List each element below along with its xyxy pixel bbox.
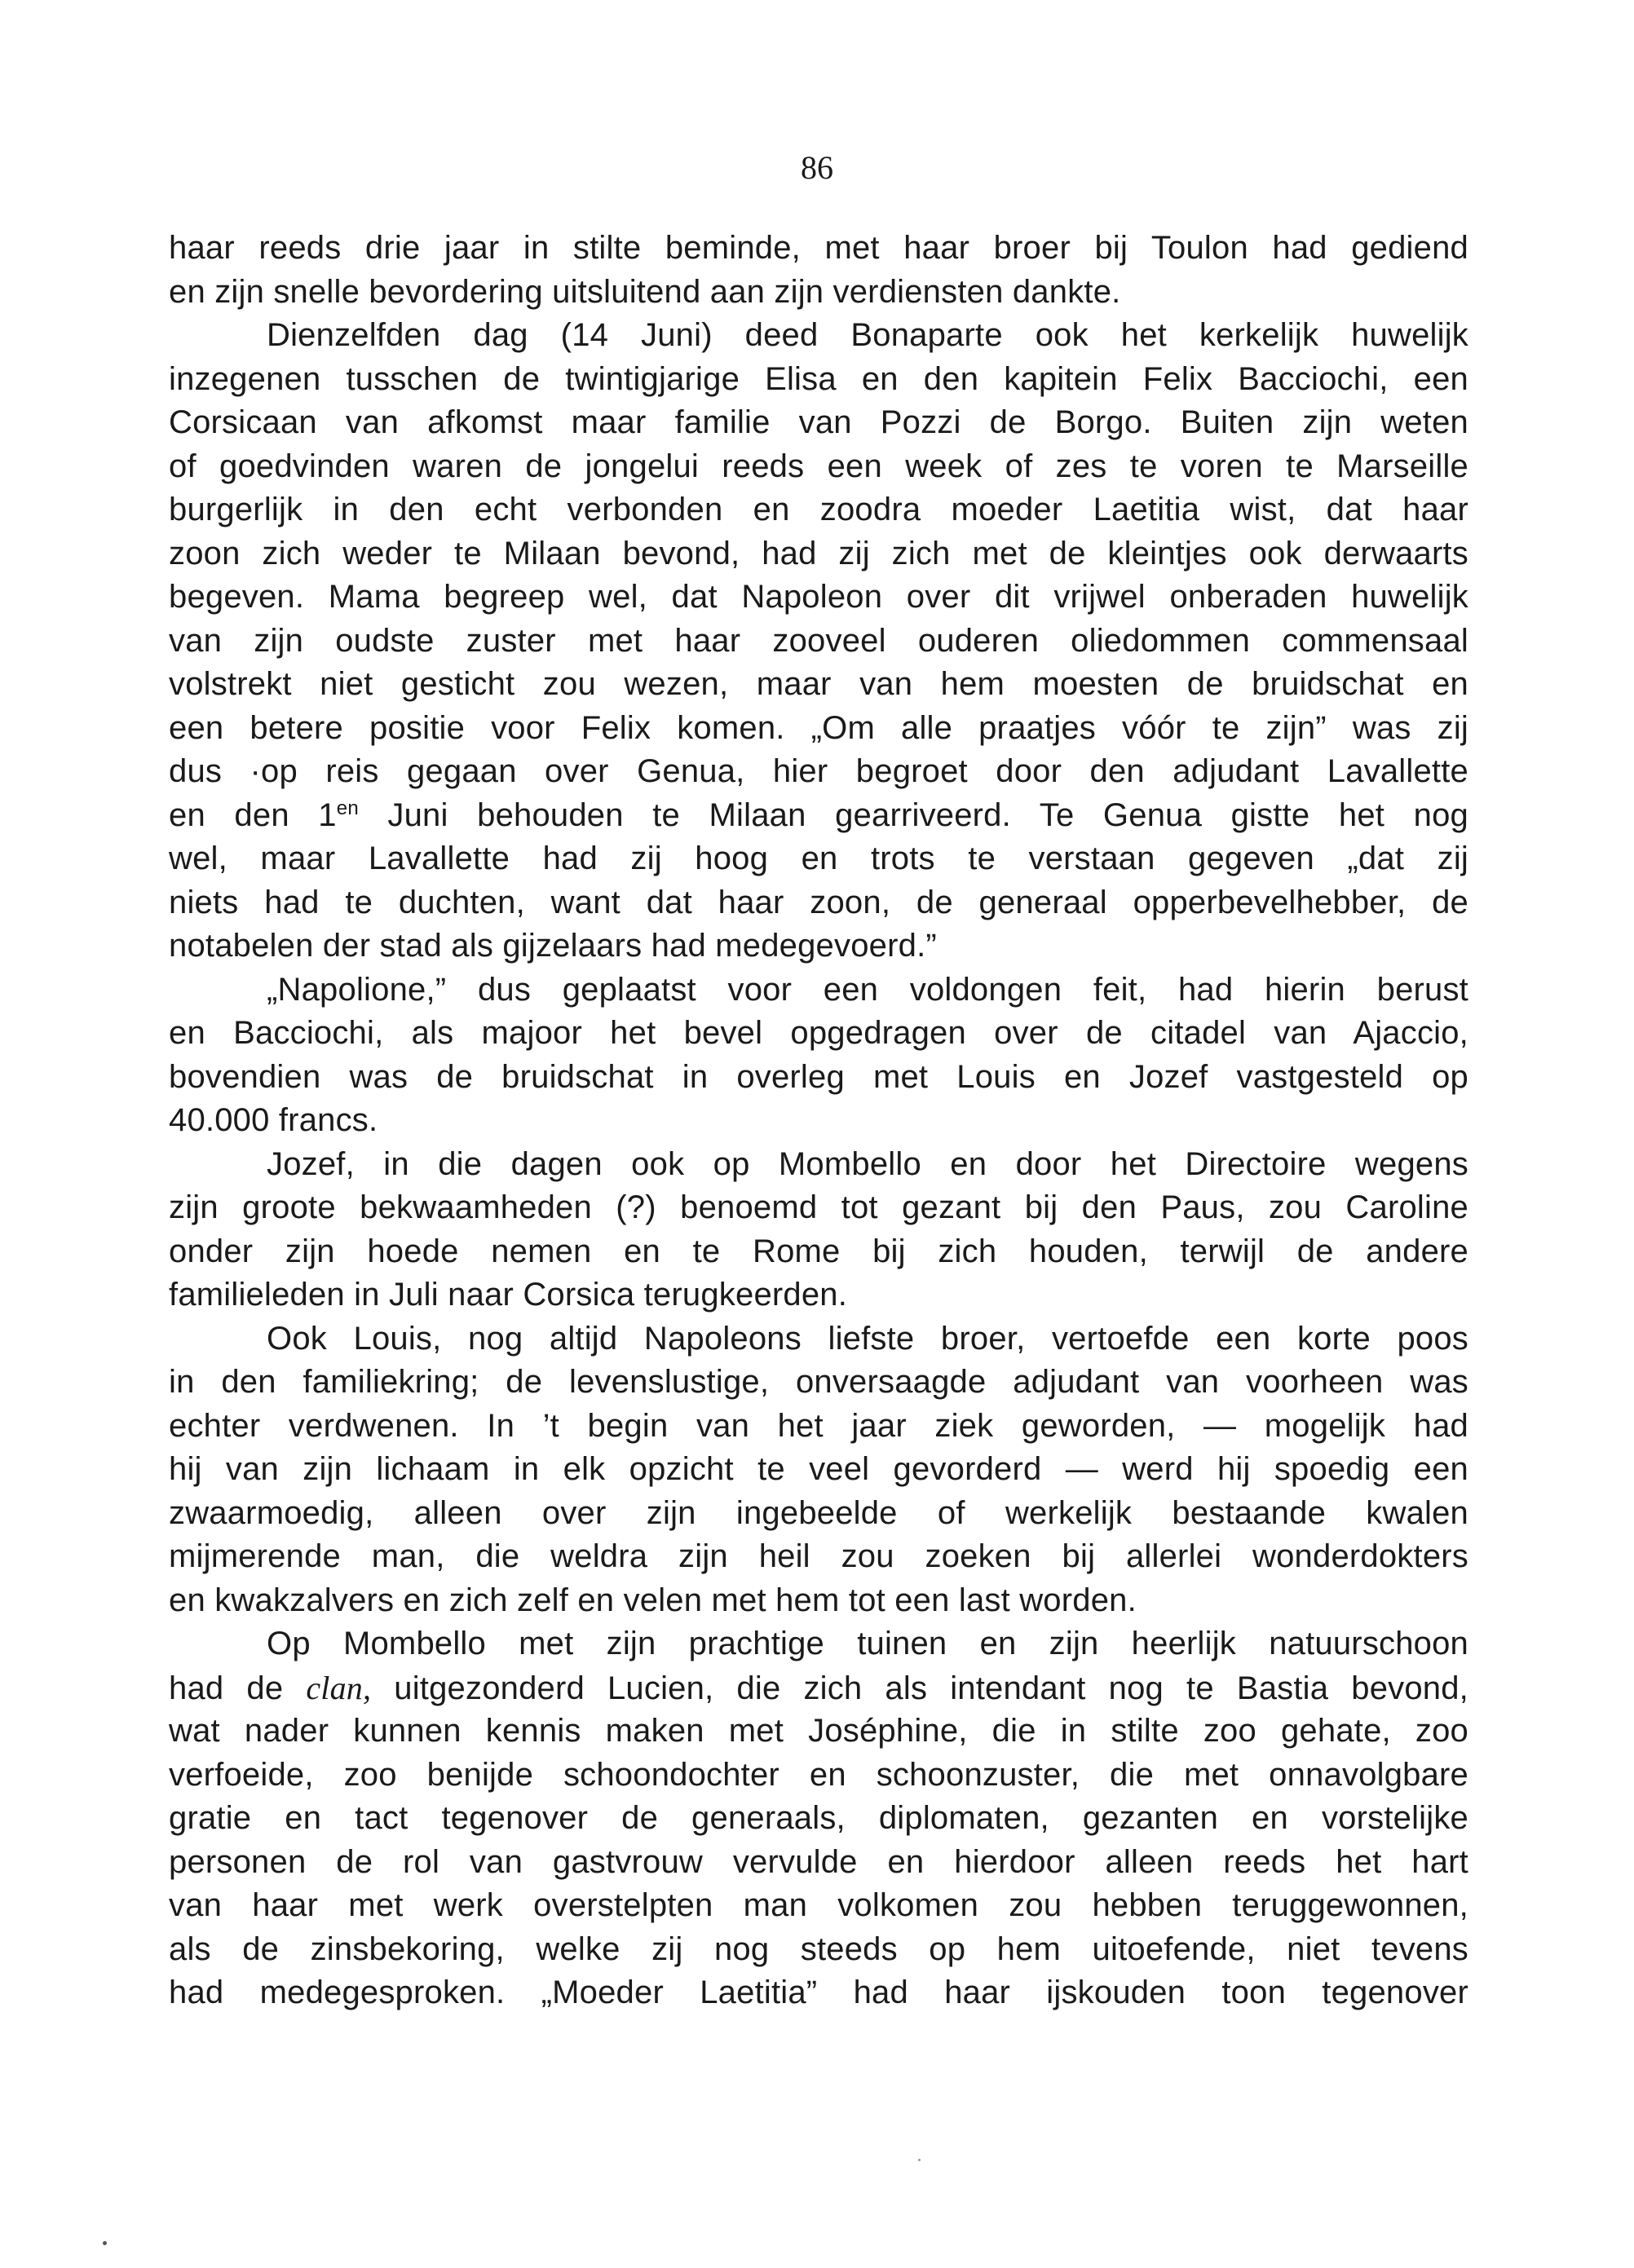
text-line: Op Mombello met zijn prachtige tuinen en zijn heerlijk natuurschoon — [267, 1626, 1468, 1661]
text-line: inzegenen tusschen de twintigjarige Elisa en den kapitein Felix Bacciochi, een — [169, 360, 1468, 397]
text-line: niets had te duchten, want dat haar zoon, de generaal opperbevelhebber, de — [169, 884, 1468, 920]
text-line: volstrekt niet gesticht zou wezen, maar van hem moesten de bruidschat en — [169, 666, 1468, 702]
text-line: van zijn oudste zuster met haar zooveel ouderen oliedommen commensaal — [169, 622, 1468, 659]
paragraph — [169, 969, 1468, 1143]
line-end: Juni behouden te Milaan gearriveerd. Te Genua gistte het nog — [358, 796, 1468, 833]
paragraph — [169, 1622, 1468, 2015]
text-line: of goedvinden waren de jongelui reeds een week of zes te voren te Marseille — [169, 448, 1468, 484]
text-line: zijn groote bekwaamheden (?) benoemd tot gezant bij den Paus, zou Caroline — [169, 1189, 1468, 1225]
text-line: had medegesproken. „Moeder Laetitia” had haar ijskouden toon tegenover — [169, 1975, 1468, 2010]
body-text — [169, 227, 1468, 2015]
text-line-with-superscript — [169, 794, 1468, 838]
text-line: 40.000 francs. — [169, 1102, 378, 1138]
text-line: als de zinsbekoring, welke zij nog steeds op hem uitoefende, niet tevens — [169, 1930, 1468, 1967]
text-line: zoon zich weder te Milaan bevond, had zij zich met de kleintjes ook derwaarts — [169, 535, 1468, 571]
text-line: mijmerende man, die weldra zijn heil zou zoeken bij allerlei wonderdokters — [169, 1538, 1468, 1574]
text-line: Corsicaan van afkomst maar familie van Pozzi de Borgo. Buiten zijn weten — [169, 404, 1468, 440]
text-line: van haar met werk overstelpten man volkomen zou hebben teruggewonnen, — [169, 1887, 1468, 1923]
text-line: hij van zijn lichaam in elk opzicht te veel gevorderd — werd hij spoedig een — [169, 1451, 1468, 1487]
text-line: Jozef, in die dagen ook op Mombello en door het Directoire wegens — [267, 1145, 1468, 1182]
text-line: dus ·op reis gegaan over Genua, hier begroet door den adjudant Lavallette — [169, 753, 1468, 789]
text-line: begeven. Mama begreep wel, dat Napoleon over dit vrijwel onberaden huwelijk — [169, 579, 1468, 615]
text-line: zwaarmoedig, alleen over zijn ingebeelde of werkelijk bestaande kwalen — [169, 1494, 1468, 1531]
text-line: familieleden in Juli naar Corsica terugkeerden. — [169, 1277, 848, 1313]
line-start: had de — [169, 1670, 307, 1706]
text-line: Dienzelfden dag (14 Juni) deed Bonaparte ook het kerkelijk huwelijk — [267, 317, 1468, 353]
text-line: haar reeds drie jaar in stilte beminde, met haar broer bij Toulon had gediend — [169, 230, 1468, 266]
text-line: gratie en tact tegenover de generaals, diplomaten, gezanten en vorstelijke — [169, 1800, 1468, 1836]
text-line-with-italic — [169, 1666, 1468, 1710]
superscript: en — [336, 796, 359, 819]
text-line: bovendien was de bruidschat in overleg met Louis en Jozef vastgesteld op — [169, 1058, 1468, 1095]
scan-speck — [103, 2241, 107, 2245]
text-line: personen de rol van gastvrouw vervulde en hierdoor alleen reeds het hart — [169, 1843, 1468, 1880]
page-number: 86 — [801, 149, 833, 186]
italic-word: clan, — [306, 1669, 372, 1706]
text-line: echter verdwenen. In ’t begin van het jaar ziek geworden, — mogelijk had — [169, 1407, 1468, 1444]
text-line: onder zijn hoede nemen en te Rome bij zich houden, terwijl de andere — [169, 1233, 1468, 1269]
text-line: „Napolione,” dus geplaatst voor een voldongen feit, had hierin berust — [267, 971, 1468, 1008]
text-line: Ook Louis, nog altijd Napoleons liefste broer, vertoefde een korte poos — [267, 1320, 1468, 1357]
text-line: notabelen der stad als gijzelaars had medegevoerd.” — [169, 928, 937, 964]
paragraph — [169, 1317, 1468, 1623]
text-line: en kwakzalvers en zich zelf en velen met hem tot een last worden. — [169, 1582, 1137, 1618]
text-line: verfoeide, zoo benijde schoondochter en schoonzuster, die met onnavolgbare — [169, 1756, 1468, 1793]
text-line: wel, maar Lavallette had zij hoog en trots te verstaan gegeven „dat zij — [169, 841, 1468, 876]
scan-speck — [918, 2159, 921, 2161]
text-line: een betere positie voor Felix komen. „Om alle praatjes vóór te zijn” was zij — [169, 709, 1468, 746]
text-line: in den familiekring; de levenslustige, onversaagde adjudant van voorheen was — [169, 1364, 1468, 1400]
paragraph — [169, 1143, 1468, 1317]
paragraph — [169, 227, 1468, 314]
line-start: en den 1 — [169, 796, 337, 833]
line-end: uitgezonderd Lucien, die zich als intendant nog te Bastia bevond, — [371, 1670, 1468, 1706]
text-line: en zijn snelle bevordering uitsluitend aan zijn verdiensten dankte. — [169, 273, 1121, 310]
text-line: en Bacciochi, als majoor het bevel opgedragen over de citadel van Ajaccio, — [169, 1015, 1468, 1051]
text-line: burgerlijk in den echt verbonden en zoodra moeder Laetitia wist, dat haar — [169, 492, 1468, 527]
text-line: wat nader kunnen kennis maken met Joséphine, die in stilte zoo gehate, zoo — [169, 1713, 1468, 1749]
paragraph — [169, 314, 1468, 969]
